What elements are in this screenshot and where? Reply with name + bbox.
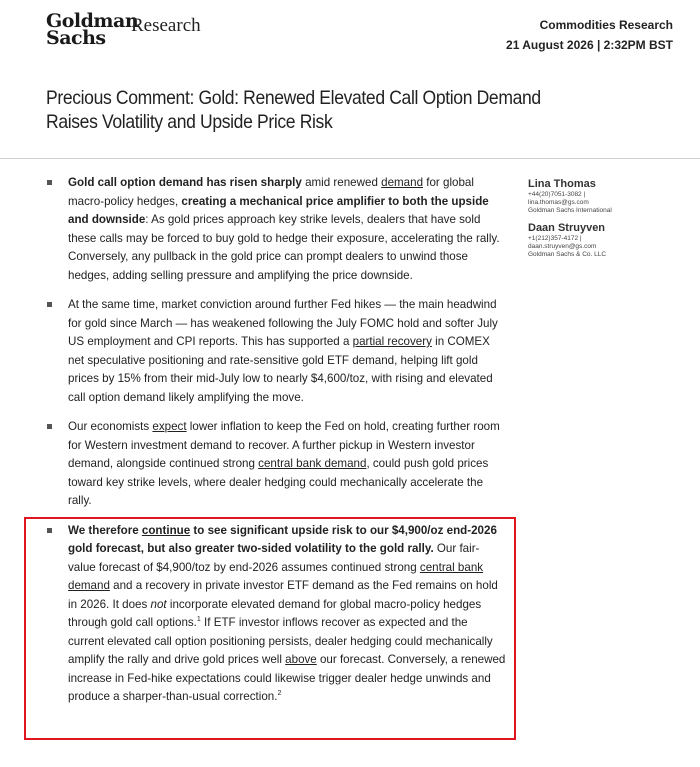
footnote-ref-1[interactable]: 1 [196, 616, 201, 624]
bullet-1-text: amid renewed [301, 176, 382, 189]
bullet-1-text: for global macro-policy hedges, [68, 176, 474, 208]
bullet-1-lead: Gold call option demand has risen sharply [68, 176, 302, 189]
report-date: 21 August 2026 | 2:32PM BST [506, 38, 673, 52]
author-name: Lina Thomas [528, 178, 596, 190]
link-central-bank-demand[interactable]: central bank demand [258, 457, 367, 470]
author-2 [528, 222, 688, 258]
highlight-box [24, 517, 516, 740]
report-title: Precious Comment: Gold: Renewed Elevated Call Option Demand Raises Volatility and Upside Price Risk [46, 87, 541, 133]
link-expect[interactable]: expect [152, 420, 187, 433]
link-continue[interactable]: continue [141, 523, 191, 537]
bullet-2 [46, 296, 506, 407]
link-central-bank-demand[interactable]: central bank demand [68, 560, 484, 592]
research-label: Research [131, 15, 201, 36]
logo-line-1: Goldman [46, 10, 139, 32]
bullet-3 [46, 418, 506, 511]
header-divider [0, 158, 700, 159]
author-email[interactable]: daan.struyven@gs.com [528, 243, 597, 251]
bullet-4-text: incorporate elevated demand for global macro-policy hedges through gold call options. [68, 597, 482, 629]
bullet-marker [47, 180, 52, 185]
bullet-marker [47, 424, 52, 429]
section-label: Commodities Research [539, 18, 673, 32]
bullet-4-text: and a recovery in private investor ETF demand as the Fed remains on hold in 2026. It does [68, 579, 498, 611]
author-1 [528, 178, 688, 214]
bullet-4-italic: not [150, 597, 167, 611]
author-email[interactable]: lina.thomas@gs.com [528, 198, 589, 206]
bullet-4-lead: to see significant upside risk to our $4,900/oz end-2026 gold forecast, but also greater two-sided volatility to the gold rally. [68, 523, 497, 555]
logo-line-2: Sachs [46, 27, 106, 49]
footnote-ref-2[interactable]: 2 [277, 690, 282, 698]
author-org: Goldman Sachs International [528, 206, 612, 214]
link-demand[interactable]: demand [381, 176, 424, 189]
author-phone: +1(212)357-4172 | [528, 235, 582, 243]
bullet-3-text: , could push gold prices toward key strike levels, where dealer hedging could mechanically accelerate the rally. [68, 457, 489, 507]
bullet-1 [46, 174, 506, 285]
bullet-4-text: our forecast. Conversely, a renewed increase in Fed-hike expectations could likewise trigger dealer hedge unwinds and produce a sharper-than-usual correction. [68, 653, 506, 703]
bullet-4-lead: We therefore [68, 523, 142, 537]
report-header [0, 0, 700, 160]
bullet-marker [47, 302, 52, 307]
author-name: Daan Struyven [528, 222, 606, 235]
bullet-3-text: lower inflation to keep the Fed on hold, creating further room for Western investment demand to recover. A further pickup in Western investor demand, alongside continued strong [68, 420, 500, 470]
authors-panel [528, 178, 688, 267]
bullet-1-text: : As gold prices approach key strike levels, dealers that have sold these calls may be forced to buy gold to hedge their exposure, accelerating the rally. Conversely, any pullback in the gold price can prompt dealers to unwind those hedges, adding selling pressure and amplifying the price downside. [68, 213, 500, 282]
author-phone: +44(20)7051-3082 | [528, 191, 586, 198]
author-org: Goldman Sachs & Co. LLC [528, 250, 607, 258]
goldman-sachs-logo [46, 10, 139, 49]
bullet-4-text: Our fair-value forecast of $4,900/toz by end-2026 assumes continued strong [68, 542, 480, 574]
bullet-2-text: in COMEX net speculative positioning and rate-sensitive gold ETF demand, helping lift gold prices by 15% from their mid-July low to nearly $4,600/toz, with rising and elevated call option demand likely amplifying the move. [68, 335, 493, 404]
bullet-4-text: If ETF investor inflows recover as expected and the current elevated call option positioning persists, dealer hedging could mechanically amplify the rally and drive gold prices well [68, 616, 493, 666]
bullet-3-text: Our economists [68, 420, 153, 433]
link-above[interactable]: above [285, 653, 317, 666]
bullet-1-emphasis: creating a mechanical price amplifier to both the upside and downside [68, 194, 489, 226]
link-partial-recovery[interactable]: partial recovery [352, 335, 432, 348]
bullet-2-text: At the same time, market conviction around further Fed hikes — the main headwind for gold since March — has weakened following the July FOMC hold and softer July US employment and CPI reports. This has supported a [68, 298, 498, 348]
header-meta [506, 15, 673, 55]
